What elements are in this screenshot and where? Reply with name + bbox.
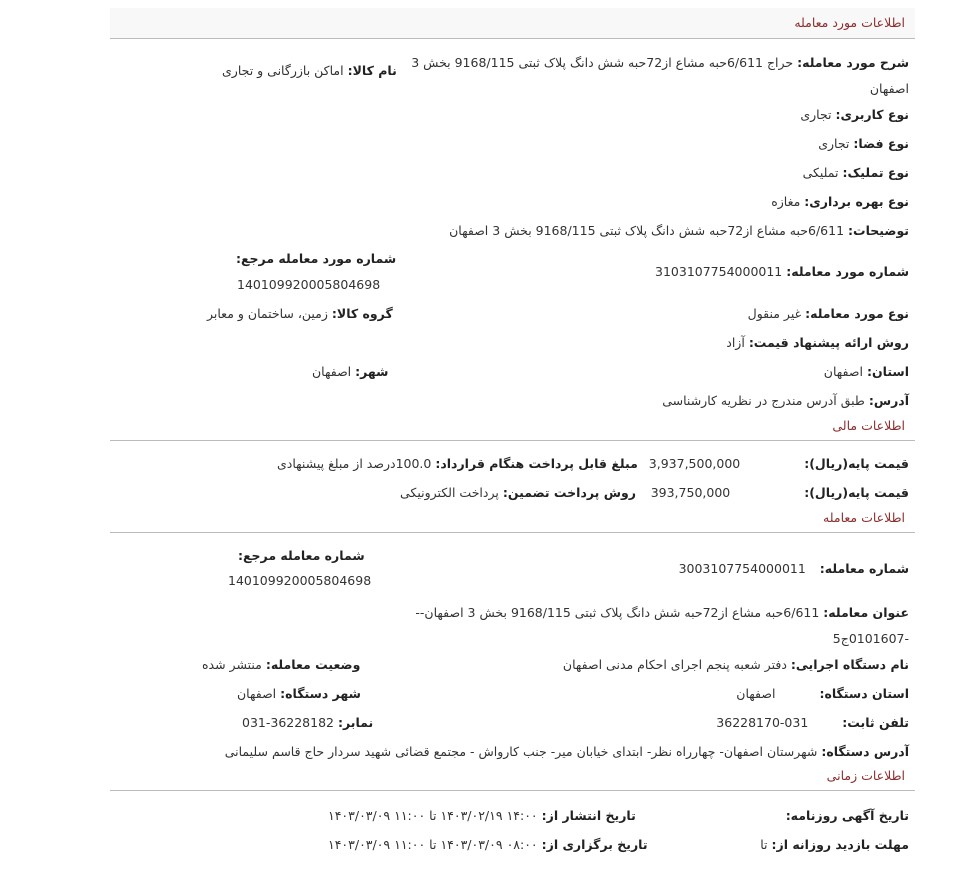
executive-org-value: دفتر شعبه پنجم اجرای احکام مدنی اصفهان [562,657,787,672]
deal-type-label: نوع مورد معامله: [805,306,909,321]
exploitation-type [771,194,909,209]
ownership-type-label: نوع تملیک: [842,165,909,180]
price-method [726,335,909,350]
transaction-number-value: 3003107754000011 [678,561,806,576]
goods-group-label: گروه کالا: [331,306,393,321]
visit-deadline [760,837,909,852]
org-fax [242,715,373,730]
section-header-time: اطلاعات زمانی [826,768,905,783]
goods-group-value: زمین، ساختمان و معابر [207,306,328,321]
section-header-financial: اطلاعات مالی [832,418,905,433]
usage-type-label: نوع کاربری: [835,107,909,122]
org-city-label: شهر دستگاه: [280,686,361,701]
org-city [237,686,361,701]
transaction-title-label: عنوان معامله: [823,605,909,620]
goods-name [222,63,397,78]
org-address-value: شهرستان اصفهان- چهارراه نظر- ابتدای خیابان میر- جنب کارواش - مجتمع قضائی شهید سردار حاج قاسم سلیمانی [224,744,818,759]
exploitation-type-value: مغازه [771,194,801,209]
space-type-value: تجاری [818,136,850,151]
transaction-title [389,600,909,652]
deal-description-value: حراج 6/611حبه مشاع از72حبه شش دانگ پلاک ثبتی 9168/115 بخش 3 اصفهان [411,55,909,96]
deal-notes-value: 6/611حبه مشاع از72حبه شش دانگ پلاک ثبتی 9168/115 بخش 3 اصفهان [449,223,845,238]
deal-description [409,50,909,102]
section-header-deal-info: اطلاعات مورد معامله [110,8,915,39]
hold-date [328,837,648,852]
ref-deal-number-value: 14010992000580469​8 [237,277,381,292]
transaction-status-label: وضعیت معامله: [265,657,361,672]
transaction-status [202,657,360,672]
base-price-2 [651,485,909,500]
org-province-label: استان دستگاه: [819,686,909,701]
usage-type-value: تجاری [800,107,832,122]
ref-deal-number-value-row [237,277,380,292]
org-fax-value: 36228182-031 [242,715,334,730]
base-price [649,456,909,471]
province-label: استان: [866,364,909,379]
exploitation-type-label: نوع بهره برداری: [804,194,909,209]
base-price-2-value: 393,750,000 [650,485,731,500]
goods-name-label: نام کالا: [347,63,397,78]
deal-type [748,306,909,321]
hold-date-label: تاریخ برگزاری از: [541,837,648,852]
city-label: شهر: [355,364,389,379]
ref-transaction-label-row [238,548,365,563]
publish-date-value: ۱۴:۰۰ ۱۴۰۳/۰۲/۱۹ تا ۱۱:۰۰ ۱۴۰۳/۰۳/۰۹ [328,808,538,823]
guarantee-method-value: پرداخت الکترونیکی [400,485,499,500]
province-value: اصفهان [823,364,863,379]
executive-org [563,657,909,672]
price-method-value: آزاد [726,335,745,350]
ref-deal-number-label: شماره مورد معامله مرجع: [236,251,397,266]
payable-amount [277,456,638,471]
visit-deadline-value: تا [760,837,768,852]
org-city-value: اصفهان [237,686,277,701]
time-divider [110,790,915,791]
newspaper-date [786,808,909,823]
province [824,364,909,379]
visit-deadline-label: مهلت بازدید روزانه از: [771,837,909,852]
transaction-number-label: شماره معامله: [819,561,909,576]
hold-date-value: ۰۸:۰۰ ۱۴۰۳/۰۳/۰۹ تا ۱۱:۰۰ ۱۴۰۳/۰۳/۰۹ [328,837,538,852]
address-label: آدرس: [868,393,909,408]
transaction-title-value: 6/611حبه مشاع از72حبه شش دانگ پلاک ثبتی 9168/115 بخش 3 اصفهان---0101607ج5 [415,605,909,646]
city [312,364,388,379]
deal-description-label: شرح مورد معامله: [797,55,909,70]
payable-amount-value: 100.0درصد از مبلغ پیشنهادی [277,456,432,471]
org-phone [716,715,909,730]
newspaper-date-label: تاریخ آگهی روزنامه: [785,808,909,823]
guarantee-method-label: روش پرداخت تضمین: [502,485,636,500]
address-value: طبق آدرس مندرج در نظریه کارشناسی [662,393,865,408]
org-phone-label: تلفن ثابت: [842,715,909,730]
publish-date-label: تاریخ انتشار از: [541,808,636,823]
space-type-label: نوع فضا: [853,136,909,151]
org-address [225,744,909,759]
guarantee-method [400,485,636,500]
publish-date [328,808,636,823]
deal-number [655,264,909,279]
deal-number-label: شماره مورد معامله: [786,264,909,279]
base-price-2-label: قیمت پایه(ریال): [804,485,909,500]
transaction-status-value: منتشر شده [202,657,262,672]
deal-notes-label: توضیحات: [848,223,909,238]
transaction-divider [110,532,915,533]
ref-deal-number-label-row [236,251,396,266]
transaction-number [679,561,909,576]
org-address-label: آدرس دستگاه: [821,744,909,759]
executive-org-label: نام دستگاه اجرایی: [790,657,909,672]
ref-transaction-value: 14010992000580469​8 [228,573,372,588]
address [662,393,909,408]
deal-notes [449,223,909,238]
ref-transaction-label: شماره معامله مرجع: [238,548,365,563]
section-header-transaction: اطلاعات معامله [823,510,905,525]
goods-name-value: اماکن بازرگانی و تجاری [222,63,344,78]
org-fax-label: نمابر: [337,715,374,730]
deal-details-page [110,0,915,871]
ownership-type-value: تملیکی [802,165,839,180]
org-province [736,686,909,701]
financial-divider [110,440,915,441]
price-method-label: روش ارائه پیشنهاد قیمت: [748,335,909,350]
org-phone-value: 36228170-031 [716,715,809,730]
org-province-value: اصفهان [736,686,776,701]
ref-transaction-value-row [228,573,371,588]
base-price-label: قیمت پایه(ریال): [804,456,909,471]
deal-type-value: غیر منقول [747,306,802,321]
base-price-value: 3,937,500,000 [648,456,741,471]
deal-number-value: 3103107754000011 [655,264,783,279]
usage-type [800,107,909,122]
city-value: اصفهان [312,364,352,379]
payable-amount-label: مبلغ قابل پرداخت هنگام قرارداد: [435,456,638,471]
ownership-type [803,165,909,180]
goods-group [207,306,393,321]
space-type [818,136,909,151]
